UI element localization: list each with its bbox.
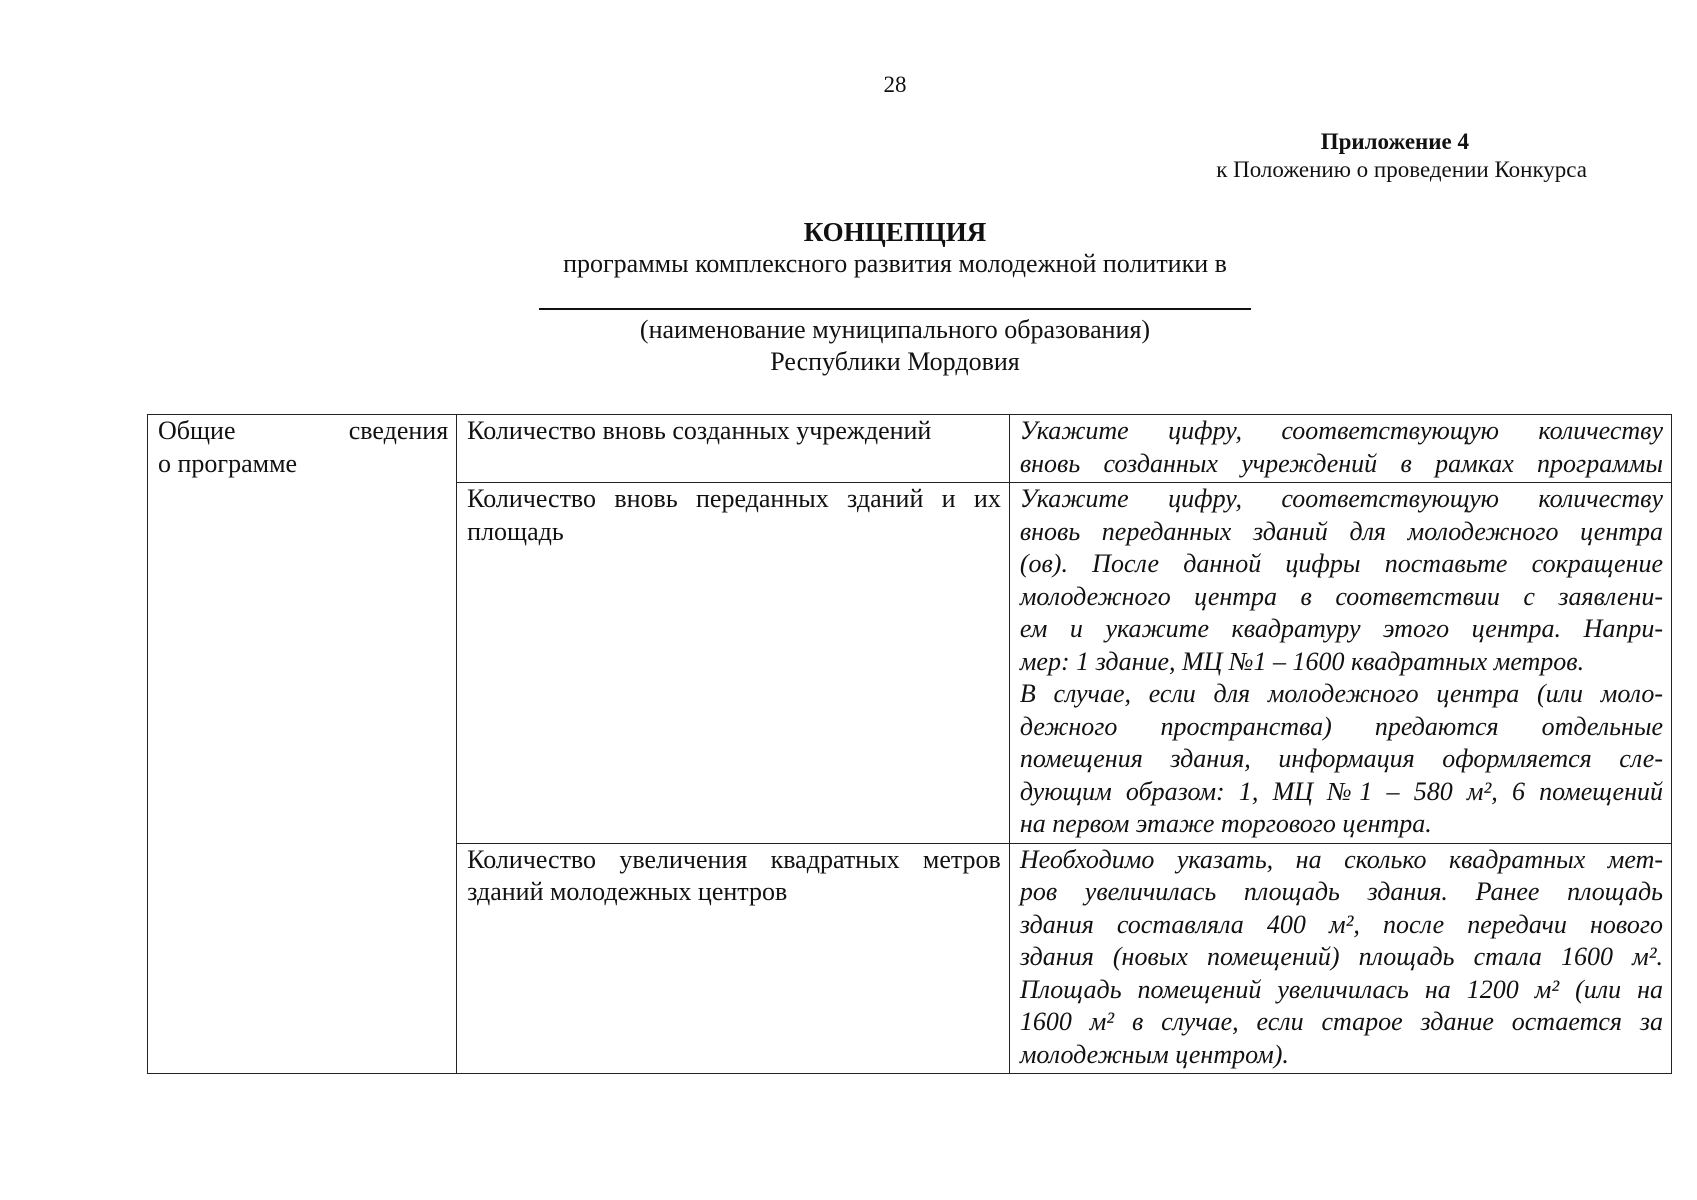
- instruction-line: здания (новых помещений) площадь стала 1600 м².: [1019, 942, 1663, 971]
- title-line-republic: Республики Мордовия: [770, 347, 1020, 376]
- instruction-line: здания составляла 400 м², после передачи нового: [1019, 909, 1663, 939]
- instruction-line: на первом этаже торгового центра.: [1019, 809, 1432, 838]
- document-title: КОНЦЕПЦИЯ: [803, 217, 987, 247]
- instruction-cell: [1009, 415, 1671, 483]
- field-label-line: зданий молодежных центров: [467, 877, 788, 906]
- instruction-cell: [1009, 843, 1671, 1074]
- instruction-line: Площадь помещений увеличилась на 1200 м² (или на: [1019, 974, 1663, 1004]
- instruction-line: В случае, если для молодежного центра (или моло-: [1019, 679, 1663, 708]
- field-label-line: Количество вновь переданных зданий и их: [467, 484, 1001, 513]
- instruction-line: Укажите цифру, соответствующую количеству: [1019, 484, 1663, 513]
- instruction-cell: [1009, 483, 1671, 844]
- instruction-line: (ов). После данной цифры поставьте сокращение: [1019, 549, 1663, 578]
- field-label: Количество вновь созданных учреждений: [467, 416, 932, 445]
- section-label-cell: [148, 415, 457, 1074]
- page-number: 28: [883, 72, 907, 97]
- instruction-line: вновь переданных зданий для молодежного центра: [1019, 516, 1663, 546]
- field-cell: [457, 843, 1010, 1074]
- section-label-line-2: о программе: [158, 448, 298, 478]
- instruction-line: мер: 1 здание, МЦ №1 – 1600 квадратных метров.: [1019, 646, 1585, 676]
- appendix-title: Приложение 4: [1320, 129, 1469, 154]
- title-block: [0, 216, 1697, 378]
- field-cell: [457, 415, 1010, 483]
- instruction-line: дежного пространства) предаются отдельные: [1019, 711, 1663, 741]
- table-row: [148, 415, 1672, 483]
- instruction-line: вновь созданных учреждений в рамках программы: [1019, 448, 1663, 478]
- instruction-line: молодежного центра в соответствии с заявлени-: [1019, 581, 1663, 611]
- instruction-line: ем и укажите квадратуру этого центра. Напри-: [1019, 614, 1663, 643]
- blank-caption: (наименование муниципального образования): [639, 315, 1151, 344]
- field-label-line: Количество увеличения квадратных метров: [467, 844, 1001, 874]
- field-cell: [457, 483, 1010, 844]
- section-label-word-2: сведения: [348, 416, 449, 445]
- municipality-name-blank: [539, 286, 1251, 310]
- instruction-line: помещения здания, информация оформляется сле-: [1019, 744, 1663, 773]
- section-label-word-1: Общие: [158, 416, 236, 445]
- appendix-block: [1216, 128, 1587, 184]
- concept-table: [147, 414, 1672, 1074]
- instruction-line: ров увеличилась площадь здания. Ранее площадь: [1019, 877, 1663, 906]
- field-label-line: площадь: [467, 516, 564, 546]
- instruction-line: молодежным центром).: [1019, 1039, 1289, 1069]
- instruction-line: Укажите цифру, соответствующую количеству: [1019, 416, 1663, 445]
- appendix-subtitle: к Положению о проведении Конкурса: [1216, 157, 1587, 182]
- instruction-line: 1600 м² в случае, если старое здание остается за: [1019, 1007, 1663, 1036]
- title-line-1: программы комплексного развития молодежной политики в: [563, 249, 1227, 278]
- instruction-line: Необходимо указать, на сколько квадратных мет-: [1019, 844, 1663, 874]
- instruction-line: дующим образом: 1, МЦ №1 – 580 м², 6 помещений: [1019, 776, 1663, 806]
